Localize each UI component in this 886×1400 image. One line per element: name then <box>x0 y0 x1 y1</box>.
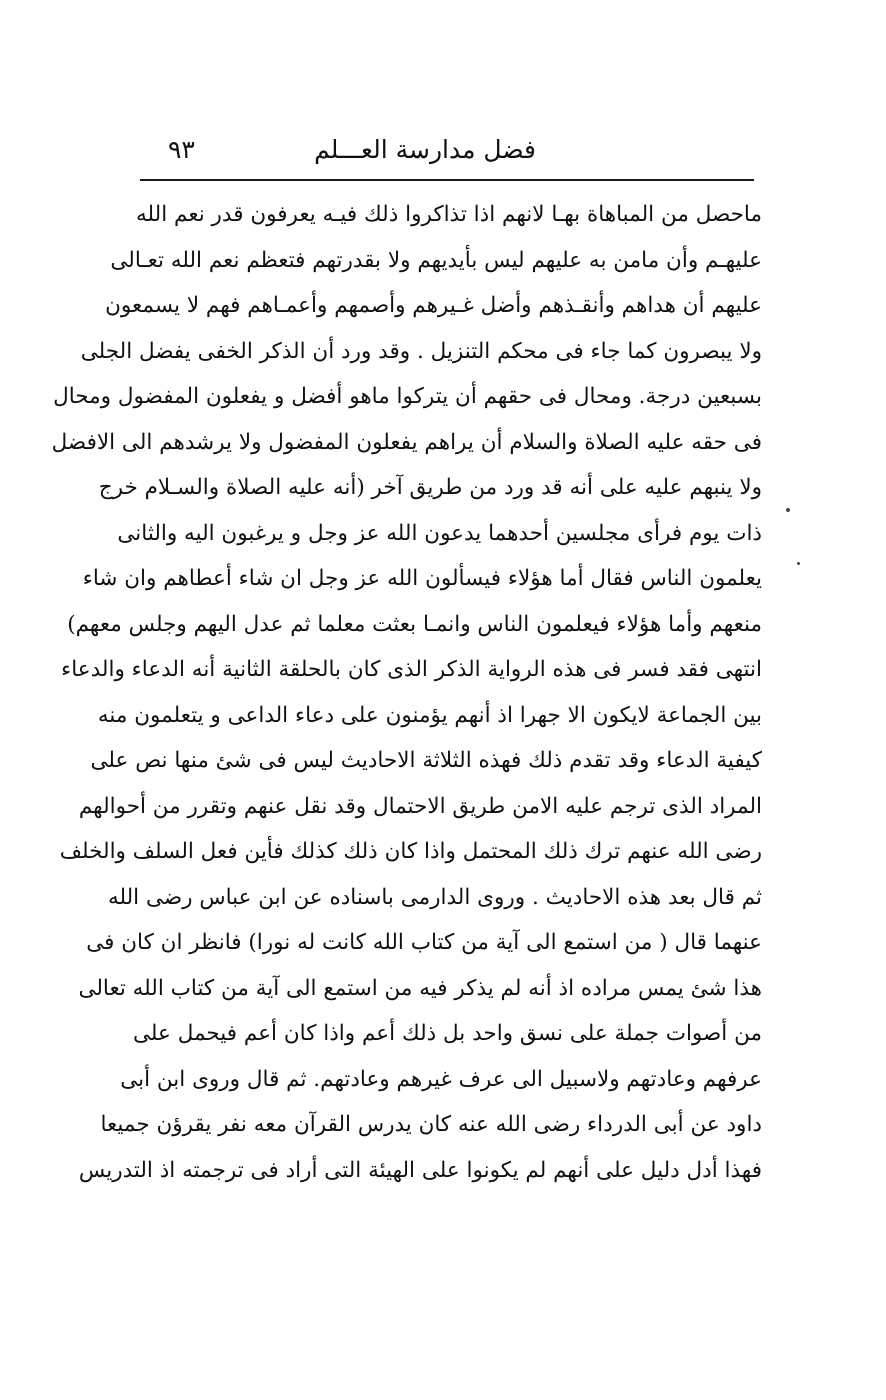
text-line: هذا شئ يمس مراده اذ أنه لم يذكر فيه من استمع الى آية من كتاب الله تعالى <box>78 975 762 1001</box>
text-line: عنهما قال ( من استمع الى آية من كتاب الله كانت له نورا) فانظر ان كان فى <box>86 930 762 955</box>
text-line: منعهم وأما هؤلاء فيعلمون الناس وانمـا بعثت معلما ثم عدل اليهم وجلس معهم) <box>67 611 762 637</box>
text-line: داود عن أبى الدرداء رضى الله عنه كان يدرس القرآن معه نفر يقرؤن جميعا <box>100 1112 762 1137</box>
text-line: ثم قال بعد هذه الاحاديث . وروى الدارمى باسناده عن ابن عباس رضى الله <box>107 884 762 910</box>
text-line: عرفهم وعادتهم ولاسبيل الى عرف غيرهم وعادتهم. ثم قال وروى ابن أبى <box>120 1066 762 1092</box>
running-title: فضل مدارسة العـــلم <box>314 135 536 164</box>
text-line: يعلمون الناس فقال أما هؤلاء فيسألون الله عز وجل ان شاء أعطاهم وان شاء <box>82 566 762 591</box>
text-line: فهذا أدل دليل على أنهم لم يكونوا على الهيئة التى أراد فى ترجمته اذ التدريس <box>78 1157 762 1183</box>
text-line: المراد الذى ترجم عليه الامن طريق الاحتمال وقد نقل عنهم وتقرر من أحوالهم <box>78 793 762 819</box>
page-header <box>140 128 754 174</box>
header-rule <box>140 179 754 181</box>
text-line: عليهـم وأن مامن به عليهم ليس بأيديهم ولا بقدرتهم فتعظم نعم الله تعـالى <box>110 247 762 273</box>
text-line: عليهم أن هداهم وأنقـذهم وأضل غـيرهم وأصمهم وأعمـاهم فهم لا يسمعون <box>105 293 762 318</box>
page-number: ٩٣ <box>168 135 195 164</box>
text-line: بين الجماعة لايكون الا جهرا اذ أنهم يؤمنون على دعاء الداعى و يتعلمون منه <box>97 702 762 728</box>
text-line: ولا ينبهم عليه على أنه قد ورد من طريق آخر (أنه عليه الصلاة والسـلام خرج <box>98 475 762 500</box>
body-text <box>51 192 762 1193</box>
margin-speck <box>786 508 790 512</box>
text-line: ولا يبصرون كما جاء فى محكم التنزيل . وقد ورد أن الذكر الخفى يفضل الجلى <box>80 338 762 364</box>
text-line: ماحصل من المباهاة بهـا لانهم اذا تذاكروا ذلك فيـه يعرفون قدر نعم الله <box>136 202 762 227</box>
text-line: انتهى فقد فسر فى هذه الرواية الذكر الذى كان بالحلقة الثانية أنه الدعاء والدعاء <box>61 657 762 682</box>
text-line: فى حقه عليه الصلاة والسلام أن يراهم يفعلون المفضول ولا يرشدهم الى الافضل <box>51 429 762 455</box>
text-line: رضى الله عنهم ترك ذلك المحتمل واذا كان ذلك كذلك فأين فعل السلف والخلف <box>59 839 762 864</box>
text-line: كيفية الدعاء وقد تقدم ذلك فهذه الثلاثة الاحاديث ليس فى شئ منها نص على <box>90 748 762 773</box>
text-line: ذات يوم فرأى مجلسين أحدهما يدعون الله عز وجل و يرغبون اليه والثانى <box>117 520 762 546</box>
text-line: بسبعين درجة. ومحال فى حقهم أن يتركوا ماهو أفضل و يفعلون المفضول ومحال <box>53 384 762 409</box>
text-line: من أصوات جملة على نسق واحد بل ذلك أعم واذا كان أعم فيحمل على <box>133 1021 762 1046</box>
margin-speck <box>797 562 800 565</box>
